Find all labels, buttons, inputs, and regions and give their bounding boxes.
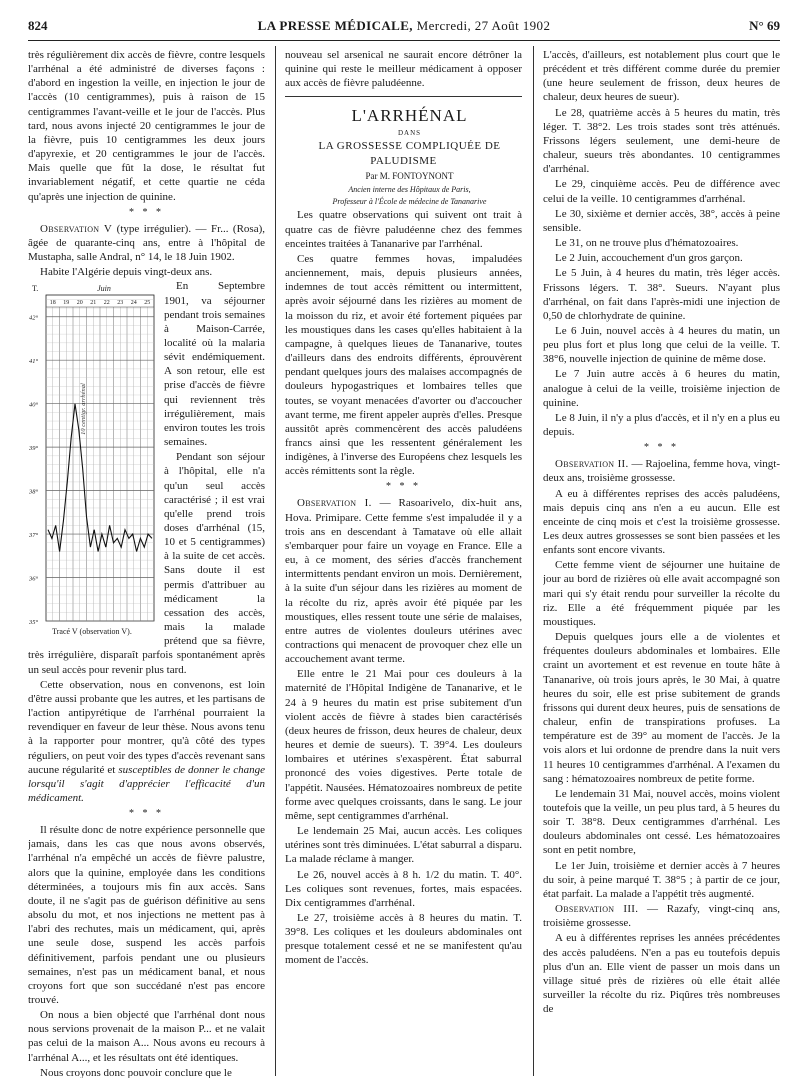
header-rule	[28, 40, 780, 41]
paragraph-text: Cette observation, nous en convenons, est loin d'être aussi probante que les autres, et les partisans de l'action antipyrétique de l'arrhénal pourraient la revendiquer en faveur de leur thèse. Nous avons tenu à la rapporter pour montrer, qu'à côté des types réguliers, on peut voir des types d'accès revenant sans aucune régularité et	[28, 678, 265, 776]
paragraph: Le 28, quatrième accès à 5 heures du matin, très léger. T. 38°2. Les trois stades sont très atténués. Frissons légers seulement, une demi-heure de chaleur, sueurs très abondantes. 10 centigrammes d'arrhénal.	[543, 106, 780, 176]
paragraph: Le 7 Juin autre accès à 6 heures du matin, analogue à celui de la veille, troisième injection de quinine.	[543, 368, 780, 409]
paragraph: Le 8 Juin, il n'y a plus d'accès, et il n'y en a plus eu depuis.	[543, 411, 780, 439]
observation-text: — Rajoelina, femme hova, vingt-deux ans, troisième grossesse.	[543, 458, 780, 485]
paragraph: On nous a bien objecté que l'arrhénal dont nous nous servions provenait de la maison P... et ne valait pas celui de la maison A... Nous avons eu recours à l'arrhénal A..., et les résultats ont été identiques.	[28, 1009, 265, 1064]
emphasized-text: susceptibles de donner le change lorsqu'il s'agit d'apprécier l'efficacité d'un médicament.	[28, 763, 265, 804]
paragraph: A eu à différentes reprises les années précédentes des accès paludéens. N'en a pas eu toutefois depuis plus d'un an. Elle vient de passer un mois dans un village situé près de rizières où elle était allée surveiller la récolte du riz. Piqûres très nombreuses de	[543, 932, 780, 1016]
page-header	[28, 18, 780, 38]
observation-iii	[543, 902, 780, 930]
temperature-tick-label: 42°	[29, 315, 39, 323]
paragraph: Les quatre observations qui suivent ont trait à quatre cas de fièvre paludéenne chez des femmes enceintes traitées à Tananarive par l'arrhénal.	[285, 209, 522, 250]
section-ornament: * * *	[386, 481, 421, 493]
paragraph: Le 30, sixième et dernier accès, 38°, accès à peine sensible.	[543, 207, 780, 234]
paragraph: Nous croyons donc pouvoir conclure que le	[40, 1066, 232, 1078]
day-tick-label: 21	[90, 300, 97, 307]
article-rule	[285, 96, 522, 97]
temperature-tick-label: 37°	[29, 532, 39, 540]
observation-v	[28, 222, 265, 264]
observation-i	[285, 496, 522, 666]
column-1	[28, 48, 265, 1078]
day-tick-label: 19	[63, 300, 70, 307]
temperature-tick-label: 38°	[29, 488, 39, 496]
paragraph: Ces quatre femmes hovas, impaludées anciennement, mais, depuis plusieurs années, indemnes de tout accès rémittent ou intermittent, après avoir séjourné dans les rizières au moment de la moisson du riz, et avoir été fortement piquées par les moustiques dans les cases qu'elles habitaient à la campagne, à quelques lieues de Tananarive, toutes d'ailleurs dans des endroits différents, éprouvèrent pendant quelques jours des malaises accompagnés de douleurs hypogastriques et lombaires telles que toutes, se voyant menacées d'avorter ou d'accoucher avant terme, me firent appeler auprès d'elles. Presque aussitôt après commencèrent des accès paludéens francs ainsi que les ressentent généralement les indigènes, à l'inverse des Européens chez lesquels les accès rémittents sont la règle.	[285, 252, 522, 478]
author-affiliation: Ancien interne des Hôpitaux de Paris,	[348, 185, 471, 195]
issue-date: Mercredi, 27 Août 1902	[416, 18, 551, 33]
day-tick-label: 23	[117, 300, 124, 307]
paragraph: L'accès, d'ailleurs, est notablement plus court que le précédent et très différent comme durée du premier (une heure seulement de frisson, deux heures de chaleur, deux heures de sueur).	[543, 49, 780, 104]
temperature-tick-label: 41°	[29, 358, 39, 366]
dose-note: 10 centigr. arrhénal	[80, 383, 87, 436]
temperature-tick-label: 40°	[29, 402, 39, 410]
month-label: Juin	[97, 284, 111, 294]
paragraph: très régulièrement dix accès de fièvre, contre lesquels l'arrhénal a été administré de diverses façons : d'abord en ingestion la veille, en injection le jour de l'accès (10 centigrammes), puis à raison de 15 centigrammes l'avant-veille et le jour de l'accès. Plus tard, nous avons injecté 20 centigrammes le jour de la fièvre, puis 10 centigrammes les deux jours d'apyrexie, et 20 centigrammes le jour de l'accès. Mais quelle que fût la dose, le résultat fut invariablement négatif, et cette quartie ne céda qu'après une injection de quinine.	[28, 49, 265, 203]
article-author: Par M. FONTOYNONT	[365, 171, 454, 182]
paragraph: Le 5 Juin, à 4 heures du matin, très léger accès. Frissons légers. T. 38°. Sueurs. N'ayant plus d'arrhénal, on fait dans l'après-midi une injection de 0,50 de chlorhydrate de quinine.	[543, 267, 780, 322]
article-title: L'ARRHÉNAL	[351, 106, 468, 126]
observation-label: Observation III.	[555, 903, 639, 916]
column-divider-1	[275, 46, 276, 1076]
temperature-chart-svg	[28, 281, 156, 626]
paragraph: Cette femme vient de séjourner une huitaine de jour au bord de rizières où elle avait accompagné son mari qui s'y était rendu pour surveiller la récolte du riz. Elle a été fréquemment piquée par les moustiques.	[543, 559, 780, 628]
day-tick-label: 25	[144, 300, 151, 307]
article-title-connector: DANS	[397, 129, 422, 138]
column-2	[285, 48, 522, 1078]
axis-title: T.	[32, 284, 39, 294]
temperature-tick-label: 35°	[29, 619, 39, 627]
page-number: 824	[28, 18, 48, 33]
article-subtitle: LA GROSSESSE COMPLIQUÉE DE PALUDISME	[318, 140, 501, 168]
paragraph: En Septembre 1901, va séjourner pendant trois semaines à Maison-Carrée, localité où la malaria sévit endémiquement. A son retour, elle est prise d'accès de fièvre qui reviennent très irrégulièrement, mais environ toutes les trois semaines.	[164, 280, 265, 449]
day-tick-label: 20	[76, 300, 83, 307]
observation-label: Observation V	[40, 222, 113, 235]
day-tick-label: 24	[130, 300, 137, 307]
day-tick-label: 22	[103, 300, 110, 307]
paragraph: Le 27, troisième accès à 8 heures du matin. T. 39°8. Les coliques et les douleurs abdominales ont presque totalement cessé et ne se manifestent qu'au moment de l'accès.	[285, 911, 522, 967]
paragraph: Le 29, cinquième accès. Peu de différence avec celui de la veille. 10 centigrammes d'arrhénal.	[543, 178, 780, 205]
observation-text: — Rasoarivelo, dix-huit ans, Hova. Primipare. Cette femme s'est impaludée il y a trois ans en descendant à Tamatave où elle allait s'embarquer pour faire un voyage en France. Elle a eu, à ce moment, des séries d'accès franchement intermittents pendant environ un mois. Dernièrement, à la suite d'un séjour dans les rizières au moment de la récolte du riz, après avoir été piquée par les moustiques, elles ressent toute une série de malaises, entre autres de violentes douleurs utérines avec contractions qui menacent de provoquer chez elle un accouchement avant terme.	[285, 497, 522, 666]
paragraph: nouveau sel arsenical ne saurait encore détrôner la quinine qui reste le meilleur médicament à opposer aux accès de fièvre paludéenne.	[285, 49, 522, 90]
observation-label: Observation I.	[297, 497, 372, 510]
temperature-tick-label: 36°	[29, 575, 39, 583]
day-tick-label: 18	[49, 300, 56, 307]
paragraph: Le 2 Juin, accouchement d'un gros garçon.	[555, 252, 743, 265]
paragraph: Depuis quelques jours elle a de violentes et fréquentes douleurs abdominales et lombaires. Elle craint un avortement et est revenue en toute hâte à Tananarive, où trois jours après, le 30 Mai, à quatre heures du soir, elle est prise subitement de grands frissons qui durent deux heures, puis de sensations de chaleur, enfin de transpirations profuses. La température est de 39° au moment de l'accès. Je la vois alors et lui ordonne de prendre dans la nuit vers 11 heures 10 centigrammes d'arrhénal. A l'examen du sang : hématozoaires nombreux de petite forme.	[543, 631, 780, 785]
paragraph: Il résulte donc de notre expérience personnelle que jamais, dans les cas que nous avons observés, l'arrhénal n'a empêché un accès de fièvre palustre, alors que la quinine, employée dans les conditions déterminées, a toujours mis fin aux accès. Sans doute, il ne s'agit pas de guérison définitive au sens absolu du mot, et nos injections ne mettent pas à l'abri des rechutes, mais un médicament, qui, après une seule dose, suspend les accès parfois définitivement, parfois pendant une ou plusieurs semaines, n'est pas un médicament banal, et nous croyons fort que son succédané n'est pas encore trouvé.	[28, 824, 265, 1006]
paragraph: Habite l'Algérie depuis vingt-deux ans.	[40, 266, 213, 279]
paragraph: Le lendemain 31 Mai, nouvel accès, moins violent toutefois que la veille, un peu plus tard, à 5 heures du soir T. 38°8. Deux centigrammes d'arrhénal. Les douleurs abdominales ont cessé. Les hématozoaires sont en petit nombre,	[543, 787, 780, 857]
paragraph: Le 1er Juin, troisième et dernier accès à 7 heures du soir, à peine marqué T. 38°5 ; à partir de ce jour, état parfait. La malade a l'appétit très augmenté.	[543, 859, 780, 900]
section-ornament: * * *	[129, 206, 164, 218]
paragraph: Le 31, on ne trouve plus d'hématozoaires.	[555, 237, 739, 250]
column-divider-2	[533, 46, 534, 1076]
paragraph	[28, 678, 265, 805]
paragraph: Le 26, nouvel accès à 8 h. 1/2 du matin. T. 40°. Les coliques sont revenues, fortes, mais espacées. Dix centigrammes d'arrhénal.	[285, 868, 522, 909]
temperature-chart	[28, 281, 156, 641]
temperature-tick-label: 39°	[29, 445, 39, 453]
section-ornament: * * *	[129, 808, 164, 820]
observation-label: Observation II.	[555, 458, 629, 471]
figure-caption: Tracé V (observation V).	[52, 627, 132, 637]
paragraph: Le lendemain 25 Mai, aucun accès. Les coliques utérines sont très diminuées. L'état saburral a disparu. La malade réclame à manger.	[285, 825, 522, 866]
paragraph: Le 6 Juin, nouvel accès à 4 heures du matin, un peu plus fort et plus long que celui de la veille. T. 38°6, nouvelle injection de quinine de même dose.	[543, 324, 780, 366]
author-affiliation: Professeur à l'École de médecine de Tananarive	[332, 197, 487, 207]
column-3	[543, 48, 780, 1078]
section-ornament: * * *	[644, 442, 679, 454]
observation-text: (type irrégulier). — Fr... (Rosa), âgée de quarante-cinq ans, entre à l'hôpital de Mustapha, salle Andral, n° 14, le 18 Juin 1902.	[28, 222, 265, 264]
observation-text: — Razafy, vingt-cinq ans, troisième grossesse.	[543, 903, 780, 930]
paragraph: Pendant son séjour à l'hôpital, elle n'a qu'un seul accès caractérisé ; il est vrai qu'elle prend trois doses d'arrhénal (15, 10 et 5 centigrammes) à la suite de cet accès. Sans doute il est permis d'attribuer au médicament la cessation des accès, mais la malade prétend que sa fièvre, très irrégulière, disparaît parfois spontanément après un seul accès pour revenir plus tard.	[28, 451, 265, 676]
journal-name: LA PRESSE MÉDICALE,	[257, 18, 413, 33]
issue-number: N° 69	[749, 18, 780, 33]
paragraph: Elle entre le 21 Mai pour ces douleurs à la maternité de l'Hôpital Indigène de Tananarive, et le 24 à 9 heures du matin est prise subitement d'un violent accès de fièvre à stades bien caractérisés (deux heures de frisson, deux heures de chaleur, deux heures et demie de sueurs). T. 39°4. Les douleurs lombaires et utérines s'exaspèrent. État saburral prononcé des voies digestives. Perte totale de l'appétit. Nausées. Hématozoaires nombreux de petite forme avec quelques croissants, dans le sang. Le jour même, sept centigrammes d'arrhénal.	[285, 668, 522, 822]
journal-title	[28, 18, 780, 34]
observation-ii	[543, 457, 780, 485]
paragraph: A eu à différentes reprises des accès paludéens, mais depuis cinq ans n'en a eu aucun. Elle est enceinte de cinq mois et c'est la troisième grossesse. Les deux autres grossesses se sont bien passées et les enfants sont encore vivants.	[543, 487, 780, 557]
